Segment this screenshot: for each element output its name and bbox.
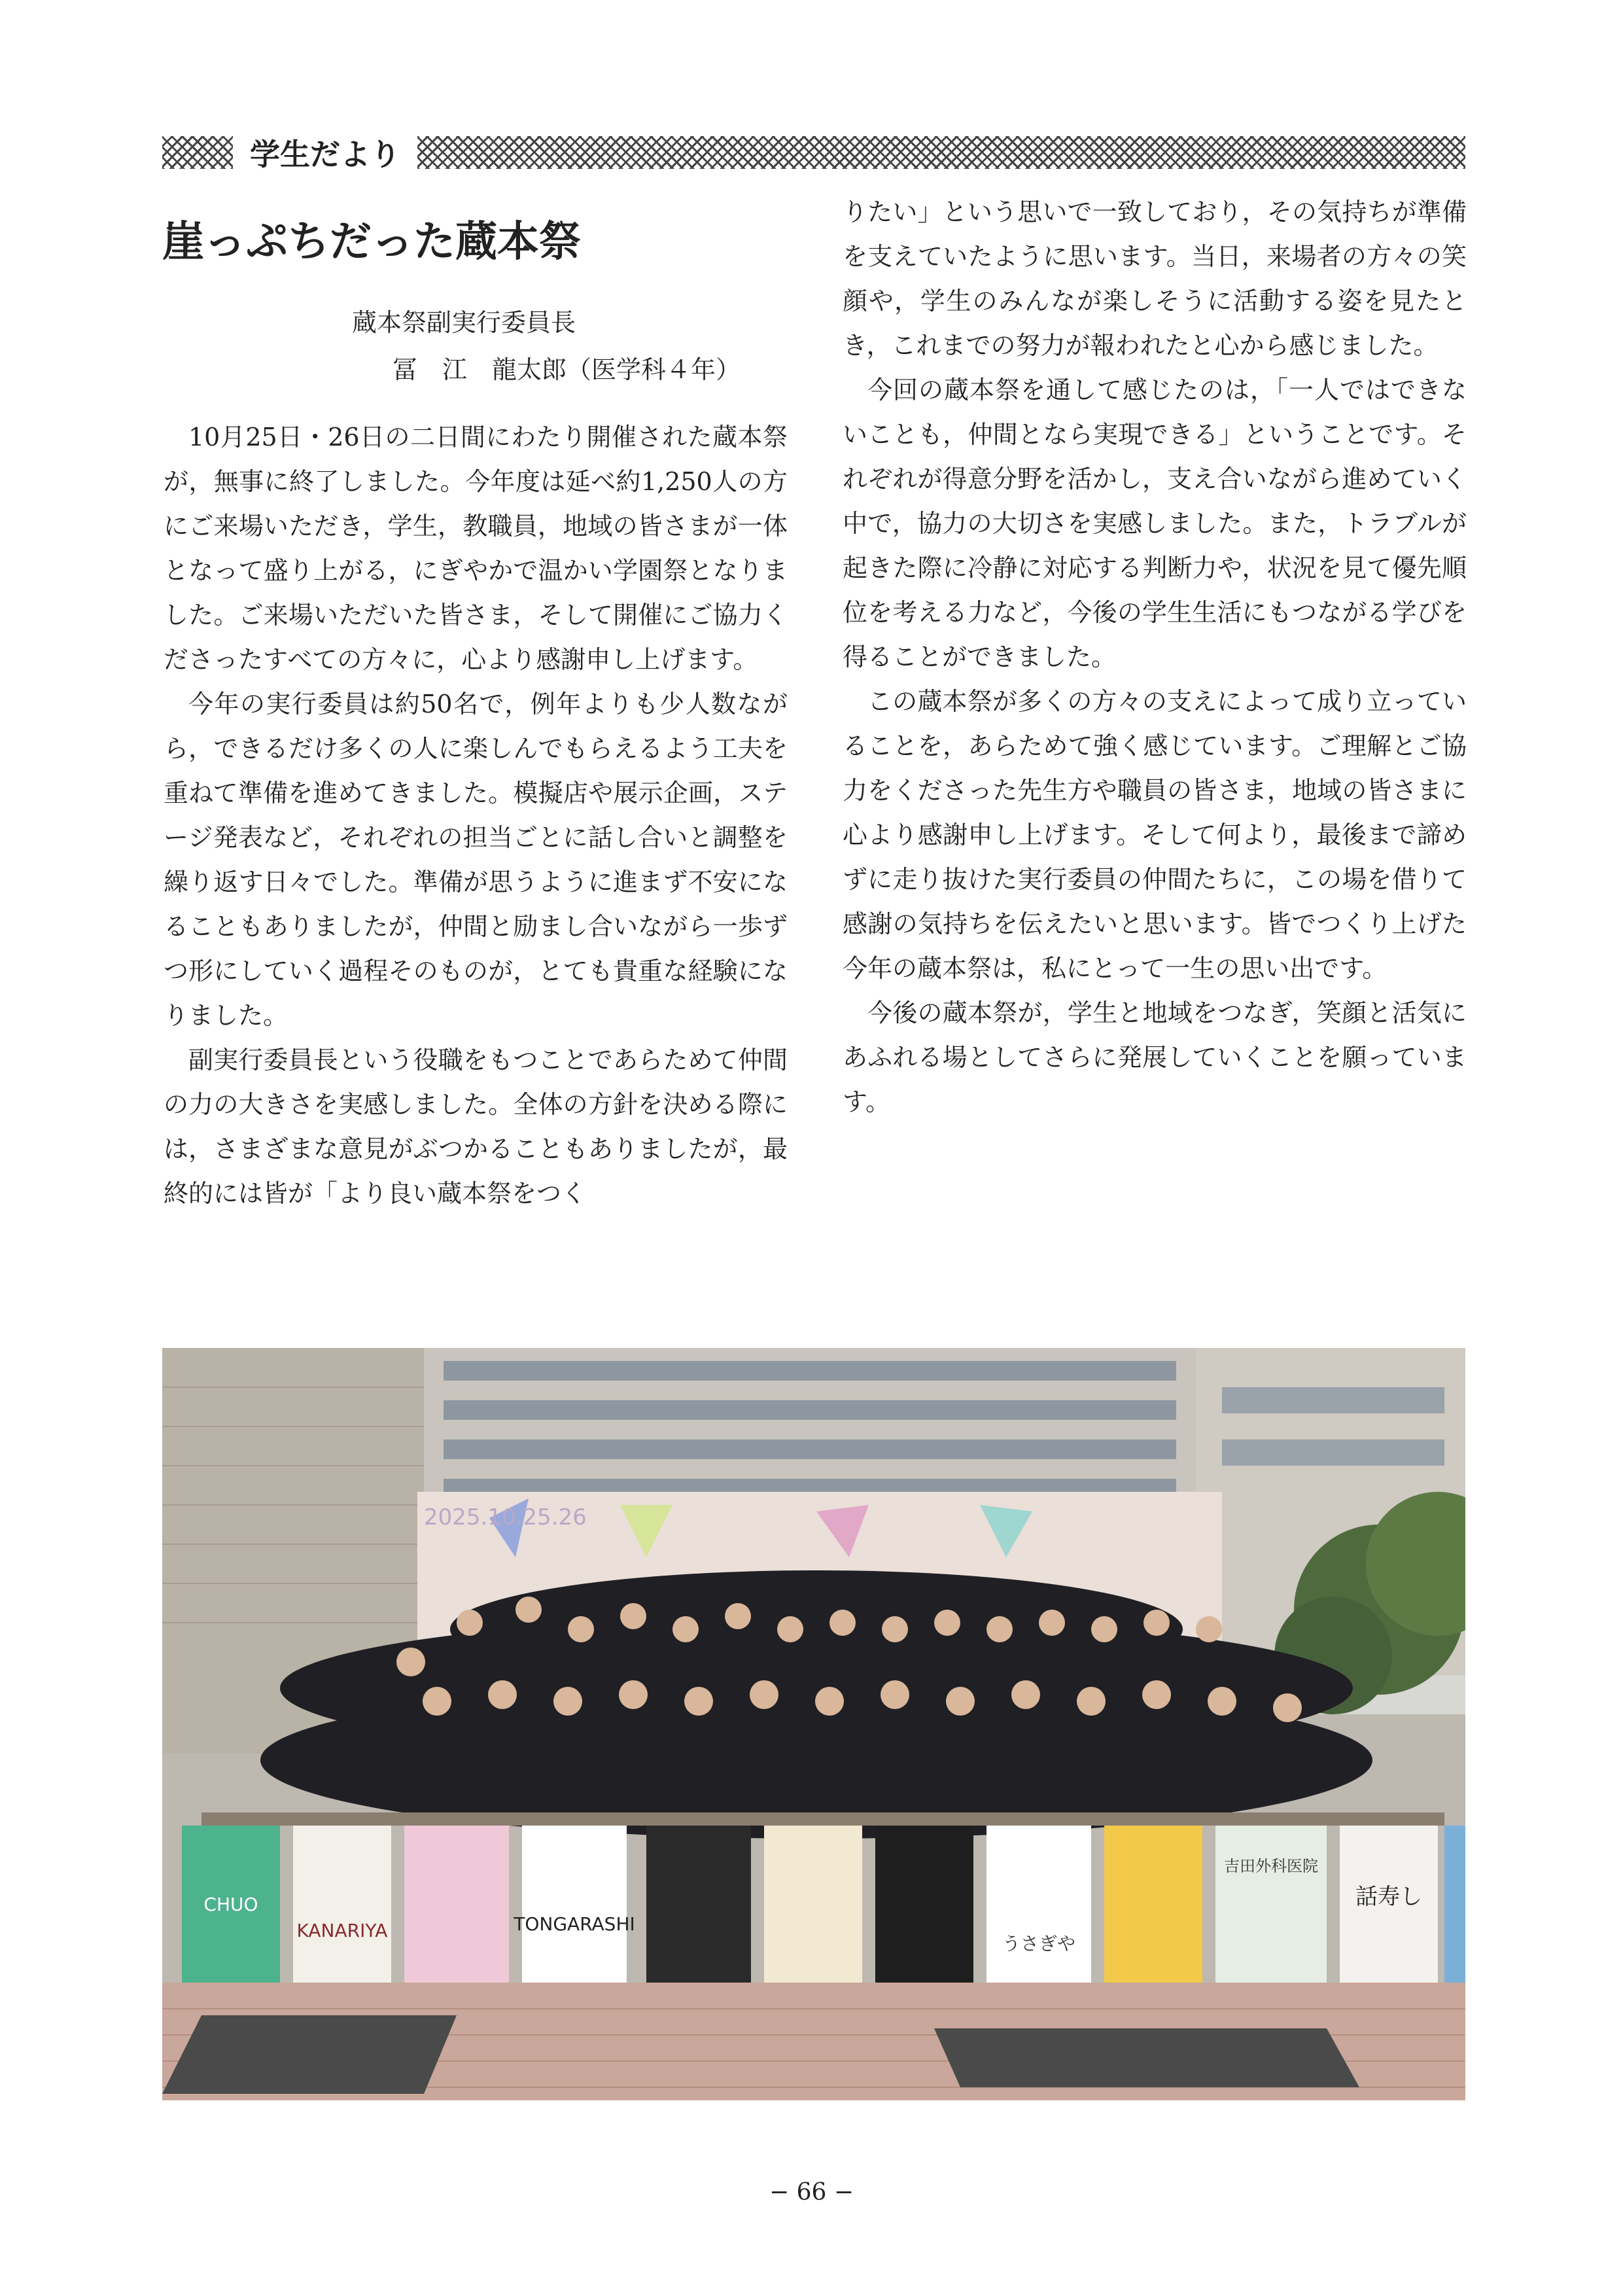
section-header (162, 131, 1465, 174)
article-title: 崖っぷちだった蔵本祭 (162, 218, 581, 266)
sponsor-board-6: 話寿し (1355, 1884, 1422, 1910)
article-column-left (164, 415, 788, 1216)
paragraph: 今回の蔵本祭を通して感じたのは，「一人ではできないことも，仲間となら実現できる」ということです。それぞれが得意分野を活かし，支え合いながら進めていく中で，協力の大切さを実感しました。また，トラブルが起きた際に冷静に対応する判断力や，状況を見て優先順位を考える力など，今後の学生生活にもつながる学びを得ることができました。 (843, 376, 1467, 671)
paragraph: 今後の蔵本祭が，学生と地域をつなぎ，笑顔と活気にあふれる場としてさらに発展していくことを願っています。 (843, 998, 1467, 1116)
paragraph: この蔵本祭が多くの方々の支えによって成り立っていることを，あらためて強く感じています。ご理解とご協力をくださった先生方や職員の皆さま，地域の皆さまに心より感謝申し上げます。そして何より，最後まで諦めずに走り抜けた実行委員の仲間たちに，この場を借りて感謝の気持ちを伝えたいと思います。皆でつくり上げた今年の蔵本祭は，私にとって一生の思い出です。 (843, 687, 1467, 983)
sponsor-board-3: TONGARASHI (514, 1913, 635, 1935)
page-number: − 66 − (769, 2179, 854, 2206)
paragraph-continuation: りたい」という思いで一致しており，その気持ちが準備を支えていたように思います。当日，来場者の方々の笑顔や，学生のみんなが楽しそうに活動する姿を見たとき，これまでの努力が報われたと心から感じました。 (843, 198, 1467, 360)
author-role: 蔵本祭副実行委員長 (352, 308, 576, 337)
group-photo (162, 1348, 1465, 2100)
section-label: 学生だより (250, 137, 400, 172)
sponsor-board-1: CHUO (203, 1894, 258, 1915)
sponsor-board-5: 吉田外科医院 (1224, 1857, 1318, 1875)
hatch-ornament-left (162, 136, 233, 169)
sponsor-board-4: うさぎや (1002, 1933, 1076, 1954)
sponsor-board-2: KANARIYA (296, 1920, 388, 1941)
banner-date: 2025.10.25.26 (424, 1504, 587, 1530)
hatch-ornament-right (417, 136, 1465, 169)
paragraph: 今年の実行委員は約50名で，例年よりも少人数ながら，できるだけ多くの人に楽しんでもらえるよう工夫を重ねて準備を進めてきました。模擬店や展示企画，ステージ発表など，それぞれの担当ごとに話し合いと調整を繰り返す日々でした。準備が思うように進まず不安になることもありましたが，仲間と励まし合いながら一歩ずつ形にしていく過程そのものが，とても貴重な経験になりました。 (164, 690, 788, 1030)
paragraph: 副実行委員長という役職をもつことであらためて仲間の力の大きさを実感しました。全体の方針を決める際には，さまざまな意見がぶつかることもありましたが，最終的には皆が「より良い蔵本祭をつく (164, 1046, 788, 1208)
article-column-right (843, 190, 1467, 1124)
paragraph: 10月25日・26日の二日間にわたり開催された蔵本祭が，無事に終了しました。今年度は延べ約1,250人の方にご来場いただき，学生，教職員，地域の皆さまが一体となって盛り上がる，にぎやかで温かい学園祭となりました。ご来場いただいた皆さま，そして開催にご協力くださったすべての方々に，心より感謝申し上げます。 (164, 423, 788, 674)
author-name: 冨 江 龍太郎（医学科４年） (393, 355, 741, 384)
